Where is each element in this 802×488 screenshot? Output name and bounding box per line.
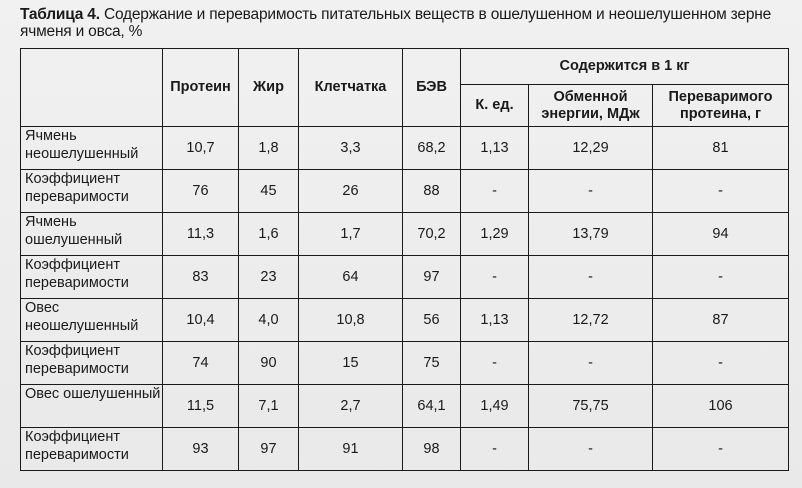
cell-protein: 11,3 <box>163 213 239 256</box>
header-corner <box>21 49 163 127</box>
cell-k-ed: - <box>461 428 529 471</box>
cell-protein: 10,7 <box>163 127 239 170</box>
cell-k-ed: 1,13 <box>461 299 529 342</box>
cell-fiber: 91 <box>299 428 403 471</box>
cell-fat: 1,6 <box>239 213 299 256</box>
cell-energy: - <box>529 170 653 213</box>
cell-fiber: 2,7 <box>299 385 403 428</box>
cell-protein: 93 <box>163 428 239 471</box>
header-fat: Жир <box>239 49 299 127</box>
table-caption-text: Содержание и переваримость питательных веществ в ошелушенном и неошелушенном зерне ячменя и овса, % <box>20 6 772 40</box>
header-row-1 <box>21 49 789 85</box>
cell-protein: 74 <box>163 342 239 385</box>
cell-dig-protein: - <box>653 256 789 299</box>
cell-k-ed: - <box>461 256 529 299</box>
cell-energy: - <box>529 342 653 385</box>
cell-fat: 97 <box>239 428 299 471</box>
cell-dig-protein: 81 <box>653 127 789 170</box>
cell-fat: 23 <box>239 256 299 299</box>
cell-bev: 56 <box>403 299 461 342</box>
cell-energy: 12,29 <box>529 127 653 170</box>
table-row <box>21 213 789 256</box>
cell-dig-protein: - <box>653 170 789 213</box>
table-row <box>21 428 789 471</box>
table-row <box>21 256 789 299</box>
cell-dig-protein: 94 <box>653 213 789 256</box>
cell-energy: 75,75 <box>529 385 653 428</box>
header-fiber: Клетчатка <box>299 49 403 127</box>
header-k-ed: К. ед. <box>461 85 529 127</box>
cell-dig-protein: - <box>653 428 789 471</box>
cell-dig-protein: 87 <box>653 299 789 342</box>
header-energy: Обменной энергии, МДж <box>529 85 653 127</box>
table-body <box>21 127 789 471</box>
cell-fat: 7,1 <box>239 385 299 428</box>
cell-protein: 10,4 <box>163 299 239 342</box>
cell-k-ed: 1,13 <box>461 127 529 170</box>
cell-fat: 45 <box>239 170 299 213</box>
cell-k-ed: - <box>461 170 529 213</box>
cell-fiber: 26 <box>299 170 403 213</box>
cell-k-ed: 1,49 <box>461 385 529 428</box>
cell-bev: 97 <box>403 256 461 299</box>
cell-dig-protein: - <box>653 342 789 385</box>
cell-fat: 1,8 <box>239 127 299 170</box>
row-label: Овес ошелушенный <box>21 385 163 428</box>
row-label: Коэффициент переваримости <box>21 342 163 385</box>
row-label: Ячмень неошелушенный <box>21 127 163 170</box>
cell-bev: 68,2 <box>403 127 461 170</box>
table-row <box>21 342 789 385</box>
cell-energy: - <box>529 256 653 299</box>
row-label: Коэффициент переваримости <box>21 428 163 471</box>
row-label: Ячмень ошелушенный <box>21 213 163 256</box>
row-label: Коэффициент переваримости <box>21 170 163 213</box>
cell-bev: 88 <box>403 170 461 213</box>
table-caption <box>20 6 796 40</box>
header-dig-protein: Переваримого протеина, г <box>653 85 789 127</box>
table-header <box>21 49 789 127</box>
cell-protein: 76 <box>163 170 239 213</box>
cell-k-ed: 1,29 <box>461 213 529 256</box>
cell-fiber: 10,8 <box>299 299 403 342</box>
table-row <box>21 385 789 428</box>
cell-protein: 11,5 <box>163 385 239 428</box>
header-group-per-kg: Содержится в 1 кг <box>461 49 789 85</box>
cell-dig-protein: 106 <box>653 385 789 428</box>
cell-fat: 4,0 <box>239 299 299 342</box>
header-bev: БЭВ <box>403 49 461 127</box>
header-protein: Протеин <box>163 49 239 127</box>
cell-bev: 70,2 <box>403 213 461 256</box>
cell-bev: 64,1 <box>403 385 461 428</box>
table-caption-label: Таблица 4. <box>20 6 100 23</box>
cell-fiber: 1,7 <box>299 213 403 256</box>
cell-fiber: 64 <box>299 256 403 299</box>
cell-k-ed: - <box>461 342 529 385</box>
table-row <box>21 127 789 170</box>
cell-fiber: 3,3 <box>299 127 403 170</box>
cell-protein: 83 <box>163 256 239 299</box>
nutrient-table <box>20 48 789 471</box>
row-label: Овес неошелушенный <box>21 299 163 342</box>
cell-energy: - <box>529 428 653 471</box>
cell-energy: 13,79 <box>529 213 653 256</box>
cell-energy: 12,72 <box>529 299 653 342</box>
cell-fiber: 15 <box>299 342 403 385</box>
cell-fat: 90 <box>239 342 299 385</box>
row-label: Коэффициент переваримости <box>21 256 163 299</box>
table-row <box>21 299 789 342</box>
cell-bev: 75 <box>403 342 461 385</box>
table-row <box>21 170 789 213</box>
cell-bev: 98 <box>403 428 461 471</box>
